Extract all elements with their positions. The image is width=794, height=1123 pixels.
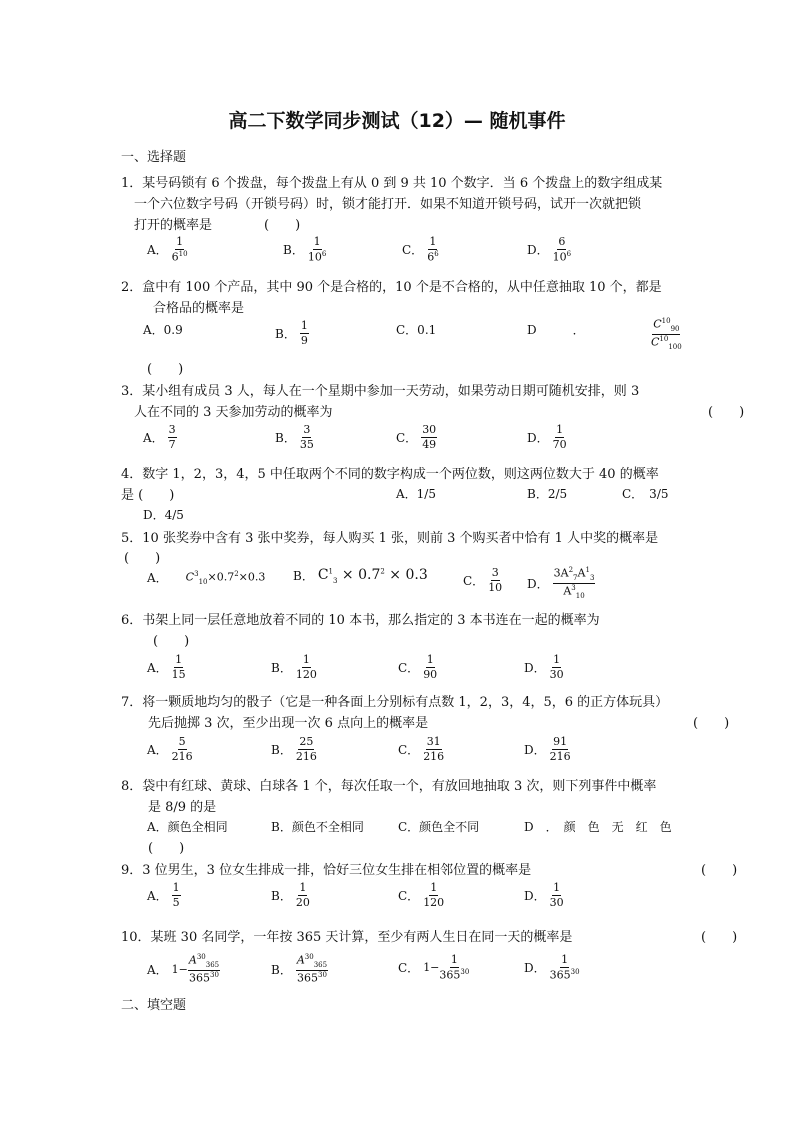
q4-line1: 4．数字 1，2，3，4，5 中任取两个不同的数字构成一个两位数，则这两位数大于 40 的概率 xyxy=(121,467,659,482)
q5-line1: 5．10 张奖券中含有 3 张中奖券，每人购买 1 张，则前 3 个购买者中恰有 1 人中奖的概率是 xyxy=(121,531,659,546)
q3-option-d[interactable]: D． $\frac{1}{70}$ xyxy=(527,423,567,451)
fraction: $\frac{1}{30}$ xyxy=(549,653,564,681)
section-heading-fill-in: 二、填空题 xyxy=(121,998,187,1013)
fraction: $\frac{1}{6^{10}}$ xyxy=(171,235,188,264)
q6-option-c[interactable]: C． $\frac{1}{90}$ xyxy=(398,653,438,681)
fraction: $\frac{3}{7}$ xyxy=(168,423,176,451)
q6-line2: ( ) xyxy=(153,634,190,649)
fraction: $\frac{6}{10^6}$ xyxy=(552,235,572,264)
fraction: $\frac{A^{30}_{365}}{365^{30}}$ xyxy=(296,953,328,985)
fraction: $\frac{25}{216}$ xyxy=(295,735,317,763)
q1-line3: 打开的概率是 ( ) xyxy=(134,218,301,233)
q8-option-a[interactable]: A．颜色全相同 xyxy=(147,820,228,834)
q2-answer-paren[interactable]: ( ) xyxy=(147,362,184,377)
math-expression: $C^1_3 \times 0.7^2 \times 0.3$ xyxy=(317,567,428,585)
q9-line1: 9．3 位男生，3 位女生排成一排，恰好三位女生排在相邻位置的概率是 xyxy=(121,863,532,878)
q7-option-b[interactable]: B． $\frac{25}{216}$ xyxy=(271,735,317,763)
q2-option-b[interactable]: B． $\frac{1}{9}$ xyxy=(275,319,308,347)
q4-line2: 是 ( ) xyxy=(121,488,175,503)
page-title: 高二下数学同步测试（12）— 随机事件 xyxy=(228,110,566,132)
q5-option-a[interactable]: A． $C^3_{10}\times 0.7^2\times 0.3$ xyxy=(147,569,266,586)
q1-option-a[interactable]: A． $\frac{1}{6^{10}}$ xyxy=(147,235,188,264)
fraction: $\frac{3}{35}$ xyxy=(299,423,314,451)
q10-option-a[interactable]: A． 1− $\frac{A^{30}_{365}}{365^{30}}$ xyxy=(147,953,220,985)
fraction: $\frac{3}{10}$ xyxy=(488,566,503,594)
q6-option-b[interactable]: B． $\frac{1}{120}$ xyxy=(271,653,317,681)
q7-line2: 先后抛掷 3 次，至少出现一次 6 点向上的概率是 xyxy=(148,716,429,731)
q10-option-c[interactable]: C． 1− $\frac{1}{365^{30}}$ xyxy=(398,953,470,982)
q10-option-b[interactable]: B． $\frac{A^{30}_{365}}{365^{30}}$ xyxy=(271,953,328,985)
fraction: $\frac{1}{365^{30}}$ xyxy=(439,953,470,982)
q3-option-b[interactable]: B． $\frac{3}{35}$ xyxy=(275,423,314,451)
q3-line1: 3．某小组有成员 3 人，每人在一个星期中参加一天劳动，如果劳动日期可随机安排，则 3 xyxy=(121,384,640,399)
q3-option-a[interactable]: A． $\frac{3}{7}$ xyxy=(143,423,176,451)
q6-option-a[interactable]: A． $\frac{1}{15}$ xyxy=(147,653,186,681)
q6-option-d[interactable]: D． $\frac{1}{30}$ xyxy=(524,653,564,681)
q8-answer-paren[interactable]: ( ) xyxy=(148,841,185,856)
fraction: $\frac{1}{15}$ xyxy=(171,653,186,681)
section-heading-choice: 一、选择题 xyxy=(121,150,187,165)
q8-option-c[interactable]: C．颜色全不同 xyxy=(398,820,480,834)
q8-line2: 是 8/9 的是 xyxy=(148,800,217,815)
fraction: $\frac{91}{216}$ xyxy=(549,735,571,763)
fraction: $\frac{1}{90}$ xyxy=(423,653,438,681)
q7-option-a[interactable]: A． $\frac{5}{216}$ xyxy=(147,735,193,763)
q2-option-d-expression xyxy=(651,318,682,351)
q9-option-d[interactable]: D． $\frac{1}{30}$ xyxy=(524,881,564,909)
q3-answer-paren[interactable]: ( ) xyxy=(708,405,745,420)
q8-line1: 8．袋中有红球、黄球、白球各 1 个，每次任取一个，有放回地抽取 3 次，则下列事件中概率 xyxy=(121,779,657,794)
q10-answer-paren[interactable]: ( ) xyxy=(701,930,738,945)
fraction: $\frac{1}{365^{30}}$ xyxy=(549,953,580,982)
q4-option-b[interactable]: B．2/5 xyxy=(527,487,568,501)
q4-option-c[interactable]: C． 3/5 xyxy=(622,487,669,501)
fraction: $\frac{31}{216}$ xyxy=(423,735,445,763)
q6-line1: 6．书架上同一层任意地放着不同的 10 本书，那么指定的 3 本书连在一起的概率为 xyxy=(121,613,600,628)
q7-line1: 7．将一颗质地均匀的骰子（它是一种各面上分别标有点数 1，2，3，4，5，6 的正方体玩具） xyxy=(121,695,669,710)
q8-option-d[interactable]: D ． 颜 色 无 红 色 xyxy=(524,820,672,834)
fraction: $\frac{5}{216}$ xyxy=(171,735,193,763)
q1-option-c[interactable]: C． $\frac{1}{6^6}$ xyxy=(402,235,439,264)
q2-line1: 2．盒中有 100 个产品，其中 90 个是合格的，10 个是不合格的，从中任意抽取 10 个，都是 xyxy=(121,280,662,295)
fraction: $\frac{1}{120}$ xyxy=(295,653,317,681)
q4-option-d[interactable]: D．4/5 xyxy=(143,508,184,522)
q9-option-a[interactable]: A． $\frac{1}{5}$ xyxy=(147,881,180,909)
fraction: $\frac{1}{20}$ xyxy=(295,881,310,909)
q7-option-c[interactable]: C． $\frac{31}{216}$ xyxy=(398,735,445,763)
q7-option-d[interactable]: D． $\frac{91}{216}$ xyxy=(524,735,571,763)
math-expression: $C^3_{10}\times 0.7^2\times 0.3$ xyxy=(185,569,266,586)
q3-line2: 人在不同的 3 天参加劳动的概率为 xyxy=(134,405,333,420)
q1-option-d[interactable]: D． $\frac{6}{10^6}$ xyxy=(527,235,572,264)
fraction: $\frac{1}{120}$ xyxy=(423,881,445,909)
q1-option-b[interactable]: B． $\frac{1}{10^6}$ xyxy=(283,235,327,264)
fraction: $\frac{1}{70}$ xyxy=(552,423,567,451)
q9-option-b[interactable]: B． $\frac{1}{20}$ xyxy=(271,881,310,909)
q4-option-a[interactable]: A．1/5 xyxy=(396,487,436,501)
fraction: $\frac{1}{9}$ xyxy=(300,319,308,347)
fraction: $\frac{1}{5}$ xyxy=(172,881,180,909)
q5-option-c[interactable]: C． $\frac{3}{10}$ xyxy=(463,566,503,594)
q7-answer-paren[interactable]: ( ) xyxy=(693,716,730,731)
q9-option-c[interactable]: C． $\frac{1}{120}$ xyxy=(398,881,445,909)
fraction: $\frac{C^{10}_{90}}{C^{10}_{100}}$ xyxy=(651,317,682,352)
q8-option-b[interactable]: B．颜色不全相同 xyxy=(271,820,364,834)
fraction: $\frac{30}{49}$ xyxy=(422,423,437,451)
q1-line2: 一个六位数字号码（开锁号码）时，锁才能打开．如果不知道开锁号码，试开一次就把锁 xyxy=(134,197,642,212)
q2-option-a[interactable]: A．0.9 xyxy=(143,323,183,337)
q2-option-c[interactable]: C．0.1 xyxy=(396,323,437,337)
q9-answer-paren[interactable]: ( ) xyxy=(701,863,738,878)
q10-line1: 10．某班 30 名同学，一年按 365 天计算，至少有两人生日在同一天的概率是 xyxy=(121,930,573,945)
fraction: $\frac{1}{6^6}$ xyxy=(427,235,439,264)
fraction: $\frac{1}{10^6}$ xyxy=(307,235,327,264)
fraction: $\frac{3A^2_7A^1_3}{A^3_{10}}$ xyxy=(553,566,595,601)
q3-option-c[interactable]: C． $\frac{30}{49}$ xyxy=(396,423,437,451)
q5-option-d[interactable]: D． $\frac{3A^2_7A^1_3}{A^3_{10}}$ xyxy=(527,566,595,601)
fraction: $\frac{A^{30}_{365}}{365^{30}}$ xyxy=(188,953,220,985)
q1-line1: 1．某号码锁有 6 个拨盘，每个拨盘上有从 0 到 9 共 10 个数字．当 6 个拨盘上的数字组成某 xyxy=(121,176,663,191)
fraction: $\frac{1}{30}$ xyxy=(549,881,564,909)
q2-line2: 合格品的概率是 xyxy=(153,301,245,316)
q2-option-d[interactable]: D ． xyxy=(527,323,585,337)
q5-option-b[interactable]: B． $C^1_3 \times 0.7^2 \times 0.3$ xyxy=(293,567,428,585)
q5-line2: ( ) xyxy=(124,551,161,566)
q10-option-d[interactable]: D． $\frac{1}{365^{30}}$ xyxy=(524,953,580,982)
